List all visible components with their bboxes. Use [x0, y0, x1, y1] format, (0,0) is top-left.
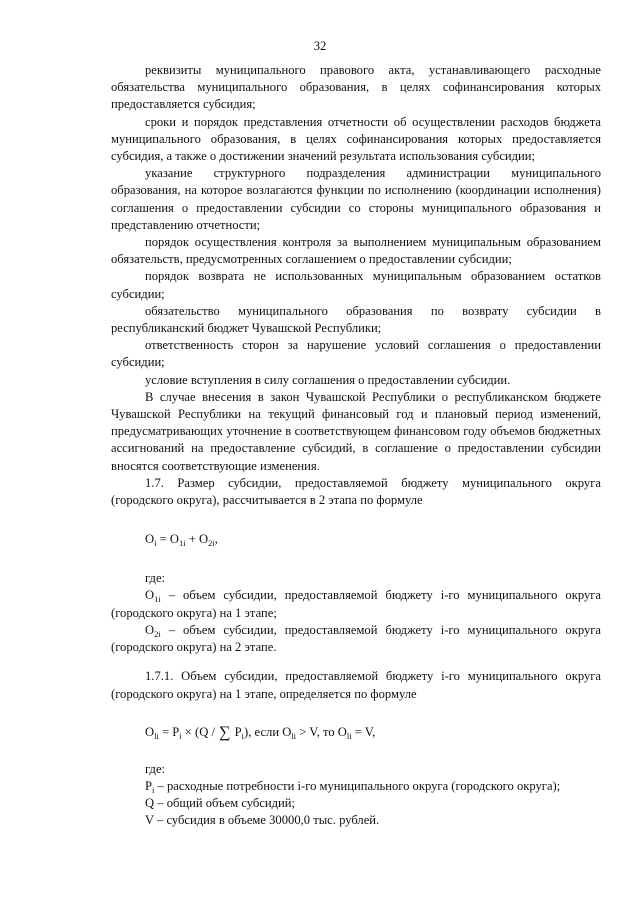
paragraph-control-procedure: порядок осуществления контроля за выполнением муниципальным образованием обязательств, предусмотренных соглашением о предоставлении субсидии;: [111, 235, 601, 267]
paragraph-responsibility: ответственность сторон за нарушение условий соглашения о предоставлении субсидии;: [111, 338, 601, 370]
paragraph-return-obligation: обязательство муниципального образования по возврату субсидии в республиканский бюджет Чувашской Республики;: [111, 303, 601, 336]
paragraph-return-procedure: порядок возврата не использованных муниципальным образованием остатков субсидии;: [111, 269, 601, 301]
summation-symbol: ∑: [219, 723, 231, 741]
paragraph-requisites: реквизиты муниципального правового акта, устанавливающего расходные обязательства муниципального образования, в целях софинансирования которых предоставляется субсидия;: [111, 63, 601, 112]
paragraph-amendments: В случае внесения в закон Чувашской Республики о республиканском бюджете Чувашской Республики на текущий финансовый год и плановый период изменений, предусматривающих уточнение в соответствующем финансовом году объемов бюджетных ассигнований на предоставление субсидий, в соглашение о предоставлении субсидии вносятся соответствующие изменения.: [111, 389, 601, 473]
formula-total-subsidy: $O_i = O_{1i} + O_{2i}$,: [145, 532, 218, 549]
paragraph-structural-unit: указание структурного подразделения администрации муниципального образования, на которое возлагаются функции по исполнению (координации исполнения) соглашения о предоставлении субсидии со стороны муниципального образования и представлению отчетности;: [111, 166, 601, 232]
formula-stage-one: $O_{li} = P_i \times (Q$ / ∑ $P_i$), если $O_{li} > V$, то $O_{li} = V$,: [145, 723, 376, 741]
where-label-2: где:: [145, 761, 166, 776]
paragraph-1-7-1: 1.7.1. Объем субсидии, предоставляемой бюджету i-го муниципального округа (городского округа) на 1 этапе, определяется по формуле: [111, 669, 601, 701]
definition-o2i: $O_{2i}$ – объем субсидии, предоставляемой бюджету i-го муниципального округа (городского округа) на 2 этапе.: [111, 622, 601, 655]
paragraph-reporting-terms: сроки и порядок представления отчетности об осуществлении расходов бюджета муниципального образования, в целях софинансирования которых предоставляется субсидия, а также о достижении значений результата использования субсидии;: [111, 114, 601, 164]
document-body: [111, 62, 601, 830]
definition-pi: $P_i$ – расходные потребности i-го муниципального округа (городского округа);: [145, 778, 561, 795]
paragraph-entry-into-force: условие вступления в силу соглашения о предоставлении субсидии.: [145, 372, 511, 387]
page-number: 32: [313, 39, 327, 53]
definition-v: V – субсидия в объеме 30000,0 тыс. рублей.: [145, 813, 380, 828]
paragraph-1-7: 1.7. Размер субсидии, предоставляемой бюджету муниципального округа (городского округа), рассчитывается в 2 этапа по формуле: [111, 475, 601, 508]
where-label-1: где:: [145, 571, 166, 586]
definition-o1i: $O_{1i}$ – объем субсидии, предоставляемой бюджету i-го муниципального округа (городского округа) на 1 этапе;: [111, 588, 601, 620]
definition-q: Q – общий объем субсидий;: [145, 796, 296, 811]
